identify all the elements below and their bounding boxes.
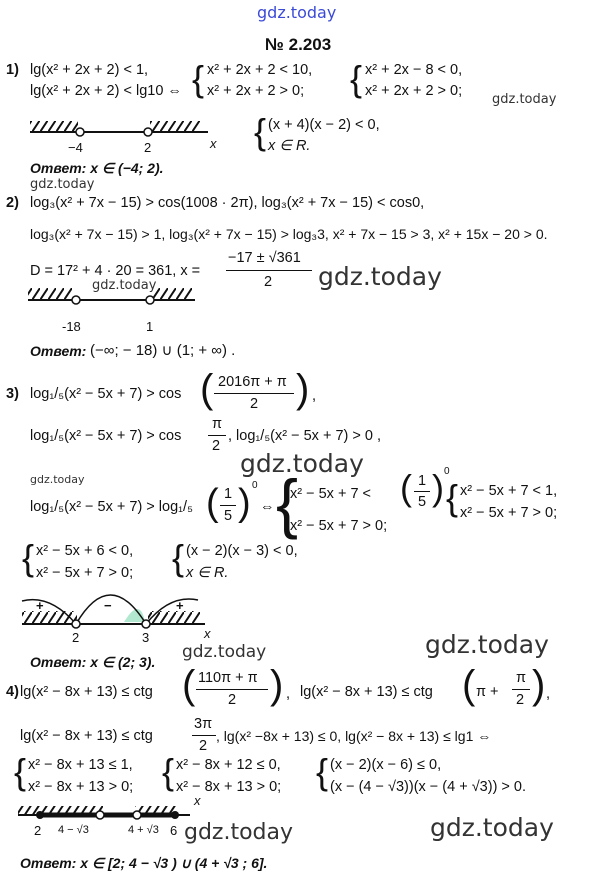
p1-sys1b: x² + 2x + 2 > 0;	[207, 83, 305, 99]
p2-line3: D = 17² + 4 · 20 = 361, x =	[30, 263, 201, 279]
watermark-8: gdz.today	[425, 630, 549, 659]
p4-frac2-den: 2	[516, 692, 525, 708]
p3-frac2-bar	[208, 435, 226, 436]
p1-answer: Ответ: x ∈ (−4; 2).	[30, 160, 164, 176]
p1-brace-1: {	[192, 58, 205, 99]
watermark-5: gdz.today	[240, 449, 364, 478]
p3-sys2a: x² − 5x + 7 < 1,	[460, 483, 558, 499]
p2-answer-label: Ответ:	[30, 343, 87, 359]
p4-sys2b: x² − 8x + 13 > 0;	[176, 779, 282, 795]
p2-frac-bar	[226, 270, 312, 271]
p3-axis-x: x	[204, 626, 211, 641]
p2-number: 2)	[6, 195, 19, 211]
p3-paren-close-2: )	[238, 482, 251, 524]
p3-sys3a: x² − 5x + 6 < 0,	[36, 543, 134, 559]
p3-frac1-den: 2	[250, 396, 259, 412]
p4-line1a: lg(x² − 8x + 13) ≤ ctg	[20, 684, 153, 700]
p3-frac1-bar	[214, 393, 294, 394]
p3-sys1a: x² − 5x + 7 <	[290, 486, 372, 502]
p3-brace-1: {	[276, 466, 299, 540]
watermark-10: gdz.today	[430, 813, 554, 842]
p1-tick-2: 2	[144, 140, 152, 155]
p1-line2: lg(x² + 2x + 2) < lg10 ⇔	[30, 83, 182, 99]
p3-paren-open-2: (	[206, 482, 219, 524]
watermark-7: gdz.today	[182, 642, 267, 662]
p4-paren-close-1: )	[270, 663, 284, 707]
watermark-2: gdz.today	[30, 177, 95, 192]
p1-tick-minus4: −4	[68, 140, 83, 155]
p4-sys2a: x² − 8x + 12 ≤ 0,	[176, 757, 281, 773]
p3-sys3b: x² − 5x + 7 > 0;	[36, 565, 134, 581]
p3-line2b: , log₁/₅(x² − 5x + 7) > 0 ,	[228, 428, 381, 444]
p4-frac1-den: 2	[228, 692, 237, 708]
p4-line2b: , lg(x² −8x + 13) ≤ 0, lg(x² − 8x + 13) ≤ lg1 ⇔	[216, 728, 492, 744]
p3-iff: ⇔	[260, 499, 275, 515]
p1-number: 1)	[6, 62, 19, 78]
p3-line1: log₁/₅(x² − 5x + 7) > cos	[30, 386, 182, 402]
p3-frac3-num: 1	[224, 486, 233, 502]
p2-tick-minus18: -18	[62, 319, 81, 334]
p3-sys1b: x² − 5x + 7 > 0;	[290, 518, 388, 534]
problem-number: № 2.203	[265, 35, 332, 54]
p3-exp-0: 0	[252, 480, 258, 491]
p4-line2a: lg(x² − 8x + 13) ≤ ctg	[20, 728, 153, 744]
p3-sign-plus-1: +	[36, 598, 44, 613]
p4-frac1-num: 110π + π	[198, 670, 258, 686]
p3-line1-end: ,	[312, 388, 317, 404]
watermark-4: gdz.today	[92, 278, 157, 293]
watermark-1: gdz.today	[492, 92, 557, 107]
p4-tick-2: 2	[34, 823, 42, 838]
p3-number: 3)	[6, 386, 19, 402]
p1-line1: lg(x² + 2x + 2) < 1,	[30, 62, 149, 78]
p4-paren-open-2: (	[462, 663, 476, 707]
p3-frac3-den: 5	[224, 508, 233, 524]
p4-paren-close-2: )	[532, 663, 546, 707]
p3-exp-0b: 0	[444, 466, 450, 477]
p3-sys4a: (x − 2)(x − 3) < 0,	[186, 543, 298, 559]
p2-line1: log₃(x² + 7x − 15) > cos(1008 · 2π), log₃(x² + 7x − 15) < cos0,	[30, 195, 425, 211]
p4-line1c: π +	[476, 684, 499, 700]
p1-sys3a: (x + 4)(x − 2) < 0,	[268, 117, 380, 133]
p3-brace-2: {	[446, 477, 459, 518]
watermark-6: gdz.today	[30, 473, 85, 486]
p4-number-line	[18, 806, 190, 819]
p3-frac2-den: 2	[212, 438, 221, 454]
p3-sys-frac-bar	[414, 491, 430, 492]
p1-brace-3: {	[254, 111, 267, 152]
p1-brace-2: {	[350, 58, 363, 99]
p3-frac1-num: 2016π + π	[218, 374, 287, 390]
p2-line2: log₃(x² + 7x − 15) > 1, log₃(x² + 7x − 15) > log₃3, x² + 7x − 15 > 3, x² + 15x − 20 > 0.	[30, 226, 548, 242]
p4-frac3-den: 2	[199, 738, 208, 754]
watermark-9: gdz.today	[184, 820, 294, 845]
watermark-top: gdz.today	[257, 3, 337, 22]
p4-frac2-bar	[512, 689, 530, 690]
p4-frac3-bar	[192, 735, 216, 736]
watermark-3: gdz.today	[318, 262, 442, 291]
p2-frac-num: −17 ± √361	[228, 250, 301, 266]
p4-sys1b: x² − 8x + 13 > 0;	[28, 779, 134, 795]
p1-sys1a: x² + 2x + 2 < 10,	[207, 62, 313, 78]
p1-sys2a: x² + 2x − 8 < 0,	[365, 62, 463, 78]
p4-tick-4-minus-sqrt3: 4 − √3	[58, 824, 89, 836]
p4-brace-1: {	[14, 751, 27, 792]
p4-axis-x: x	[194, 793, 201, 808]
p4-tick-6: 6	[170, 823, 178, 838]
p4-frac3-num: 3π	[194, 716, 213, 732]
p4-frac2-num: π	[516, 670, 527, 686]
p3-sys-frac-num: 1	[418, 473, 427, 489]
p4-comma-1: ,	[286, 686, 291, 702]
p1-sys3b: x ∈ R.	[268, 138, 311, 154]
p3-paren-close-3: )	[432, 467, 444, 508]
p2-frac-den: 2	[264, 274, 273, 290]
p3-frac2-num: π	[212, 416, 223, 432]
p3-sys2b: x² − 5x + 7 > 0;	[460, 505, 558, 521]
p3-frac3-bar	[220, 505, 236, 506]
p1-number-line	[30, 121, 208, 136]
p3-sys-frac-den: 5	[418, 494, 427, 510]
p4-number: 4)	[6, 684, 19, 700]
p3-sign-minus: −	[104, 598, 112, 613]
p2-tick-1: 1	[146, 319, 154, 334]
p4-line1b: lg(x² − 8x + 13) ≤ ctg	[300, 684, 433, 700]
p3-paren-open-3: (	[400, 467, 412, 508]
p4-comma-2: ,	[546, 686, 551, 702]
p3-sign-plus-2: +	[176, 598, 184, 613]
p4-tick-4-plus-sqrt3: 4 + √3	[128, 824, 159, 836]
p3-paren-close-1: )	[296, 367, 310, 411]
p3-tick-3: 3	[142, 630, 150, 645]
p4-frac1-bar	[196, 689, 268, 690]
p4-sys3a: (x − 2)(x − 6) ≤ 0,	[330, 757, 442, 773]
p4-sys1a: x² − 8x + 13 ≤ 1,	[28, 757, 133, 773]
p4-sys3b: (x − (4 − √3))(x − (4 + √3)) > 0.	[330, 779, 527, 795]
p3-line2a: log₁/₅(x² − 5x + 7) > cos	[30, 428, 182, 444]
p3-tick-2: 2	[72, 630, 80, 645]
p3-brace-4: {	[172, 537, 185, 578]
p1-axis-x: x	[210, 136, 217, 151]
p4-brace-3: {	[316, 751, 329, 792]
p1-sys2b: x² + 2x + 2 > 0;	[365, 83, 463, 99]
p3-sys4b: x ∈ R.	[186, 565, 229, 581]
p4-answer: Ответ: x ∈ [2; 4 − √3 ) ∪ (4 + √3 ; 6].	[20, 855, 268, 871]
p3-brace-3: {	[22, 537, 35, 578]
p4-brace-2: {	[162, 751, 175, 792]
p3-paren-open-1: (	[200, 367, 214, 411]
p4-paren-open-1: (	[182, 663, 196, 707]
p3-line3a: log₁/₅(x² − 5x + 7) > log₁/₅	[30, 499, 193, 515]
p2-answer-value: (−∞; − 18) ∪ (1; + ∞) .	[90, 342, 236, 359]
p3-answer: Ответ: x ∈ (2; 3).	[30, 654, 156, 670]
